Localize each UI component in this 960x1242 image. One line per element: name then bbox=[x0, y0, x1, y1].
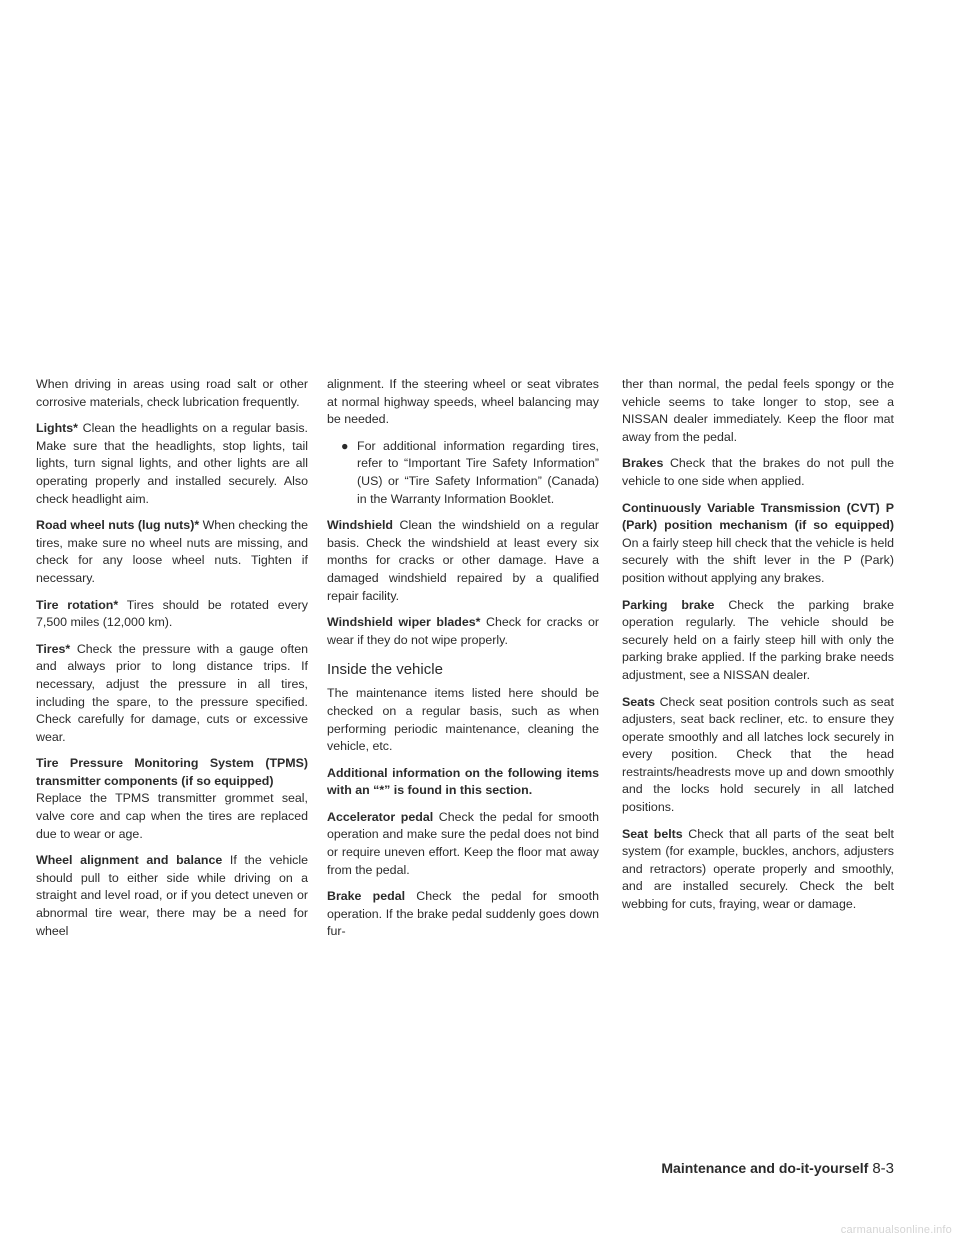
brakes-item: Brakes Check that the brakes do not pull the vehicle to one side when applied. bbox=[622, 456, 894, 488]
wheel-alignment-item: Wheel alignment and balance If the vehicle should pull to either side while driving on a straight and level road, or if you detect uneven or abnormal tire wear, there may be a need for wheel bbox=[36, 853, 308, 938]
seat-belts-item: Seat belts Check that all parts of the seat belt system (for example, buckles, anchors, adjusters and retractors) operate properly and smoothly, and are installed securely. Check the belt webbing for cuts, fraying, wear or damage. bbox=[622, 826, 894, 912]
watermark: carmanualsonline.info bbox=[840, 1224, 952, 1236]
brake-pedal-item: Brake pedal Check the pedal for smooth operation. If the brake pedal suddenly goes down fur- bbox=[327, 889, 599, 939]
item-label: Continuously Variable Transmission (CVT) P (Park) position mechanism (if so equipped) bbox=[622, 500, 894, 533]
brake-pedal-continued: ther than normal, the pedal feels spongy or the vehicle seems to take longer to stop, see a NISSAN dealer immediately. Keep the floor mat away from the pedal. bbox=[622, 377, 894, 444]
windshield-item: Windshield Clean the windshield on a regular basis. Check the windshield at least every six months for cracks or other damage. Have a damaged windshield repaired by a qualified repair facility. bbox=[327, 518, 599, 603]
section-heading: Inside the vehicle bbox=[327, 661, 443, 679]
text-column-1 bbox=[36, 376, 308, 949]
intro-paragraph: When driving in areas using road salt or other corrosive materials, check lubrication frequently. bbox=[36, 377, 308, 409]
item-label: Seats bbox=[622, 694, 656, 709]
additional-info: Additional information on the following items with an “*” is found in this section. bbox=[327, 765, 599, 798]
wiper-blades-item: Windshield wiper blades* Check for cracks or wear if they do not wipe properly. bbox=[327, 615, 599, 647]
text-column-3 bbox=[622, 376, 894, 923]
cvt-item: Continuously Variable Transmission (CVT) P (Park) position mechanism (if so equipped) On a fairly steep hill check that the vehicle is held securely with the shift lever in the P (Park) position without applying any brakes. bbox=[622, 500, 894, 585]
item-label: Tire rotation* bbox=[36, 597, 119, 612]
section-title: Maintenance and do-it-yourself bbox=[661, 1160, 869, 1176]
lug-nuts-item: Road wheel nuts (lug nuts)* When checking the tires, make sure no wheel nuts are missing, and check for any loose wheel nuts. Tighten if necessary. bbox=[36, 518, 308, 585]
item-label: Parking brake bbox=[622, 597, 715, 612]
tires-item: Tires* Check the pressure with a gauge often and always prior to long distance trips. If necessary, adjust the pressure in all tires, including the spare, to the pressure specified. Check carefully for damage, cuts or excessive wear. bbox=[36, 641, 308, 744]
page-footer bbox=[0, 1160, 894, 1177]
seats-item: Seats Check seat position controls such as seat adjusters, seat back recliner, etc. to ensure they operate smoothly and all latches lock securely in every position. Check that the head restraints/headrests move up and down smoothly and the locks hold securely in all latched positions. bbox=[622, 694, 894, 815]
item-label: Windshield bbox=[327, 518, 393, 533]
parking-brake-item: Parking brake Check the parking brake operation regularly. The vehicle should be securely held on a fairly steep hill with only the parking brake applied. If the parking brake needs adjustment, see a NISSAN dealer. bbox=[622, 597, 894, 682]
item-label: Wheel alignment and balance bbox=[36, 853, 223, 868]
item-label: Tire Pressure Monitoring System (TPMS) transmitter components (if so equipped) bbox=[36, 756, 308, 788]
accelerator-pedal-item: Accelerator pedal Check the pedal for smooth operation and make sure the pedal does not bind or require uneven effort. Keep the floor mat away from the pedal. bbox=[327, 809, 599, 877]
item-label: Tires* bbox=[36, 641, 71, 656]
item-label: Brakes bbox=[622, 456, 664, 471]
text-column-2 bbox=[327, 376, 599, 950]
list-item: ● For additional information regarding tires, refer to “Important Tire Safety Information” (US) or “Tire Safety Information” (Canada) in the Warranty Information Booklet. bbox=[341, 438, 599, 506]
bullet-icon: ● bbox=[341, 438, 349, 453]
item-label: Brake pedal bbox=[327, 889, 406, 904]
page-number: 8-3 bbox=[872, 1160, 894, 1177]
section-intro: The maintenance items listed here should be checked on a regular basis, such as when performing periodic maintenance, cleaning the vehicle, etc. bbox=[327, 686, 599, 754]
item-label: Windshield wiper blades* bbox=[327, 615, 481, 630]
alignment-continued: alignment. If the steering wheel or seat vibrates at normal highway speeds, wheel balancing may be needed. bbox=[327, 377, 599, 427]
item-label: Seat belts bbox=[622, 826, 683, 841]
bullet-list bbox=[327, 438, 599, 508]
tpms-item: Tire Pressure Monitoring System (TPMS) transmitter components (if so equipped) Replace the TPMS transmitter grommet seal, valve core and cap when the tires are replaced due to wear or age. bbox=[36, 756, 308, 841]
item-label: Accelerator pedal bbox=[327, 809, 434, 824]
tire-rotation-item: Tire rotation* Tires should be rotated every 7,500 miles (12,000 km). bbox=[36, 597, 308, 630]
item-label: Road wheel nuts (lug nuts)* bbox=[36, 518, 200, 533]
lights-item: Lights* Clean the headlights on a regular basis. Make sure that the headlights, stop lights, tail lights, turn signal lights, and other lights are all operating properly and installed securely. Also check headlight aim. bbox=[36, 421, 308, 506]
item-label: Lights* bbox=[36, 421, 78, 436]
